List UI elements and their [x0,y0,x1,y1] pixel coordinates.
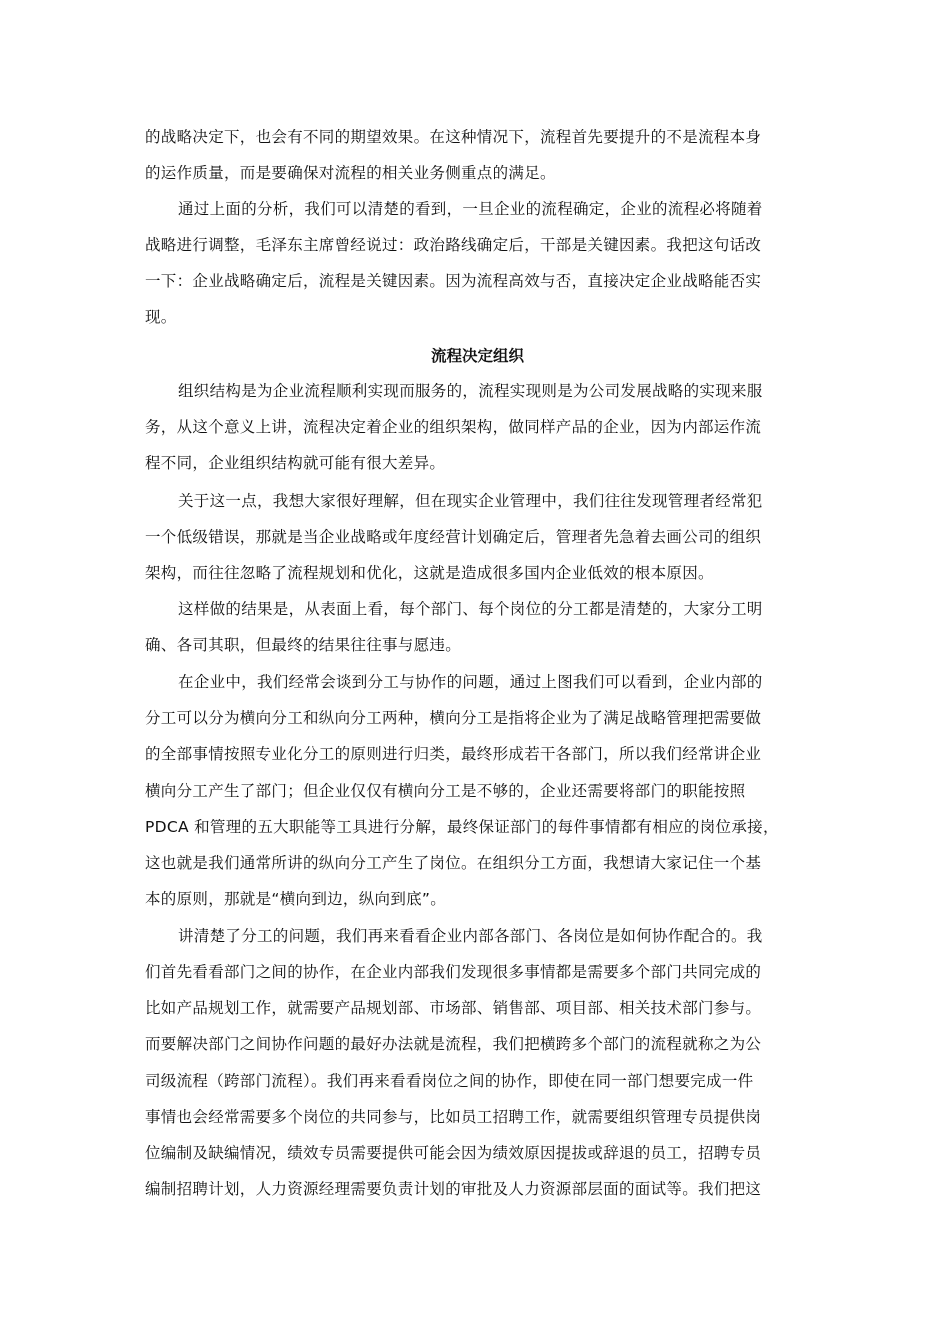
paragraph-start: 讲清楚了分工的问题，我们再来看看企业内部各部门、各岗位是如何协作配合的。我 [178,927,763,945]
text-line: 司级流程（跨部门流程）。我们再来看看岗位之间的协作，即使在同一部门想要完成一件 [145,1072,754,1090]
paragraph-start: 通过上面的分析，我们可以清楚的看到，一旦企业的流程确定，企业的流程必将随着 [178,200,763,218]
text-line: 比如产品规划工作，就需要产品规划部、市场部、销售部、项目部、相关技术部门参与。 [145,999,762,1017]
text-line: 战略进行调整，毛泽东主席曾经说过：政治路线确定后，干部是关键因素。我把这句话改 [145,236,762,254]
text-line: 程不同，企业组织结构就可能有很大差异。 [145,454,446,472]
text-line: 的战略决定下，也会有不同的期望效果。在这种情况下，流程首先要提升的不是流程本身 [145,128,762,146]
text-line: 一下：企业战略确定后，流程是关键因素。因为流程高效与否，直接决定企业战略能否实 [145,272,762,290]
paragraph-start: 这样做的结果是，从表面上看，每个部门、每个岗位的分工都是清楚的，大家分工明 [178,600,763,618]
text-line: 架构，而往往忽略了流程规划和优化，这就是造成很多国内企业低效的根本原因。 [145,564,714,582]
text-line: 位编制及缺编情况，绩效专员需要提供可能会因为绩效原因提拔或辞退的员工，招聘专员 [145,1144,762,1162]
text-line: 的全部事情按照专业化分工的原则进行归类，最终形成若干各部门，所以我们经常讲企业 [145,745,762,763]
text-line: 本的原则，那就是“横向到边，纵向到底”。 [145,890,447,908]
text-line: 现。 [145,308,177,326]
section-heading: 流程决定组织 [430,347,524,365]
text-line: 横向分工产生了部门；但企业仅仅有横向分工是不够的，企业还需要将部门的职能按照 [145,782,746,800]
text-line: 分工可以分为横向分工和纵向分工两种，横向分工是指将企业为了满足战略管理把需要做 [145,709,762,727]
paragraph-start: 在企业中，我们经常会谈到分工与协作的问题，通过上图我们可以看到，企业内部的 [178,673,763,691]
text-line: 事情也会经常需要多个岗位的共同参与，比如员工招聘工作，就需要组织管理专员提供岗 [145,1108,762,1126]
text-line: PDCA 和管理的五大职能等工具进行分解，最终保证部门的每件事情都有相应的岗位承接， [145,818,779,836]
text-line: 一个低级错误，那就是当企业战略或年度经营计划确定后，管理者先急着去画公司的组织 [145,528,762,546]
text-line: 确、各司其职，但最终的结果往往事与愿违。 [145,636,462,654]
paragraph-start: 关于这一点，我想大家很好理解，但在现实企业管理中，我们往往发现管理者经常犯 [178,492,763,510]
text-line: 务，从这个意义上讲，流程决定着企业的组织架构，做同样产品的企业，因为内部运作流 [145,418,762,436]
text-line: 们首先看看部门之间的协作，在企业内部我们发现很多事情都是需要多个部门共同完成的 [145,963,762,981]
text-line: 的运作质量，而是要确保对流程的相关业务侧重点的满足。 [145,164,556,182]
text-line: 而要解决部门之间协作问题的最好办法就是流程，我们把横跨多个部门的流程就称之为公 [145,1035,762,1053]
text-line: 编制招聘计划，人力资源经理需要负责计划的审批及人力资源部层面的面试等。我们把这 [145,1180,762,1198]
text-line: 这也就是我们通常所讲的纵向分工产生了岗位。在组织分工方面，我想请大家记住一个基 [145,854,762,872]
paragraph-start: 组织结构是为企业流程顺利实现而服务的，流程实现则是为公司发展战略的实现来服 [178,382,763,400]
